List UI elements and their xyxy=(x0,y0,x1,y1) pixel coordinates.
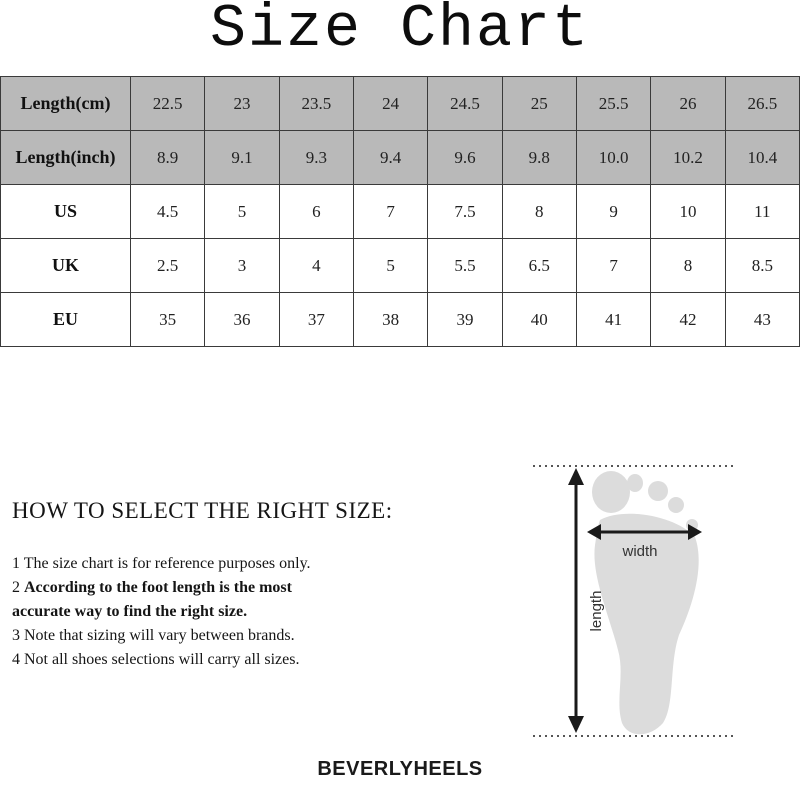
row-header: Length(cm) xyxy=(1,77,131,131)
table-cell: 36 xyxy=(205,293,279,347)
foot-sole-icon xyxy=(592,471,699,734)
table-cell: 8 xyxy=(502,185,576,239)
table-cell: 2.5 xyxy=(131,239,205,293)
table-cell: 10.2 xyxy=(651,131,725,185)
table-row-length-cm xyxy=(1,77,800,131)
step-2-bold-line-1: According to the foot length is the most xyxy=(24,579,292,596)
table-cell: 4 xyxy=(279,239,353,293)
length-arrow xyxy=(568,468,584,733)
table-cell: 6.5 xyxy=(502,239,576,293)
row-header: UK xyxy=(1,239,131,293)
table-cell: 10.4 xyxy=(725,131,799,185)
width-label: width xyxy=(622,543,658,560)
table-cell: 23 xyxy=(205,77,279,131)
table-cell: 5.5 xyxy=(428,239,502,293)
table-cell: 23.5 xyxy=(279,77,353,131)
table-cell: 9.3 xyxy=(279,131,353,185)
table-cell: 41 xyxy=(576,293,650,347)
table-cell: 22.5 xyxy=(131,77,205,131)
table-cell: 10.0 xyxy=(576,131,650,185)
table-cell: 25.5 xyxy=(576,77,650,131)
step-1: 1 The size chart is for reference purposes only. xyxy=(12,555,311,572)
table-cell: 9.6 xyxy=(428,131,502,185)
table-cell: 5 xyxy=(353,239,427,293)
table-cell: 38 xyxy=(353,293,427,347)
table-cell: 37 xyxy=(279,293,353,347)
table-row-length-inch xyxy=(1,131,800,185)
table-cell: 24.5 xyxy=(428,77,502,131)
table-row-us xyxy=(1,185,800,239)
table-cell: 39 xyxy=(428,293,502,347)
table-cell: 26 xyxy=(651,77,725,131)
row-header: Length(inch) xyxy=(1,131,131,185)
table-cell: 8.9 xyxy=(131,131,205,185)
table-cell: 9.8 xyxy=(502,131,576,185)
step-2 xyxy=(12,576,452,600)
foot-measurement-diagram xyxy=(525,455,740,750)
length-label: length xyxy=(588,590,605,632)
table-cell: 7 xyxy=(353,185,427,239)
table-cell: 3 xyxy=(205,239,279,293)
table-cell: 9.1 xyxy=(205,131,279,185)
row-header: US xyxy=(1,185,131,239)
table-cell: 6 xyxy=(279,185,353,239)
table-cell: 43 xyxy=(725,293,799,347)
table-cell: 8.5 xyxy=(725,239,799,293)
table-cell: 9 xyxy=(576,185,650,239)
table-row-eu xyxy=(1,293,800,347)
howto-heading: HOW TO SELECT THE RIGHT SIZE: xyxy=(12,498,393,523)
brand-logo-text: BEVERLYHEELS xyxy=(317,758,483,780)
table-cell: 24 xyxy=(353,77,427,131)
step-2-number: 2 xyxy=(12,579,24,596)
step-3: 3 Note that sizing will vary between brands. xyxy=(12,627,295,644)
step-2-bold-line-2: accurate way to find the right size. xyxy=(12,603,248,620)
table-cell: 26.5 xyxy=(725,77,799,131)
row-header: EU xyxy=(1,293,131,347)
table-cell: 40 xyxy=(502,293,576,347)
table-cell: 25 xyxy=(502,77,576,131)
howto-steps xyxy=(12,552,452,672)
table-cell: 11 xyxy=(725,185,799,239)
step-4: 4 Not all shoes selections will carry all sizes. xyxy=(12,651,300,668)
table-cell: 7 xyxy=(576,239,650,293)
table-cell: 35 xyxy=(131,293,205,347)
table-cell: 42 xyxy=(651,293,725,347)
size-chart-table xyxy=(0,76,800,347)
table-row-uk xyxy=(1,239,800,293)
table-cell: 10 xyxy=(651,185,725,239)
table-cell: 5 xyxy=(205,185,279,239)
table-cell: 8 xyxy=(651,239,725,293)
table-cell: 9.4 xyxy=(353,131,427,185)
table-cell: 7.5 xyxy=(428,185,502,239)
table-cell: 4.5 xyxy=(131,185,205,239)
page-title: Size Chart xyxy=(209,0,591,64)
